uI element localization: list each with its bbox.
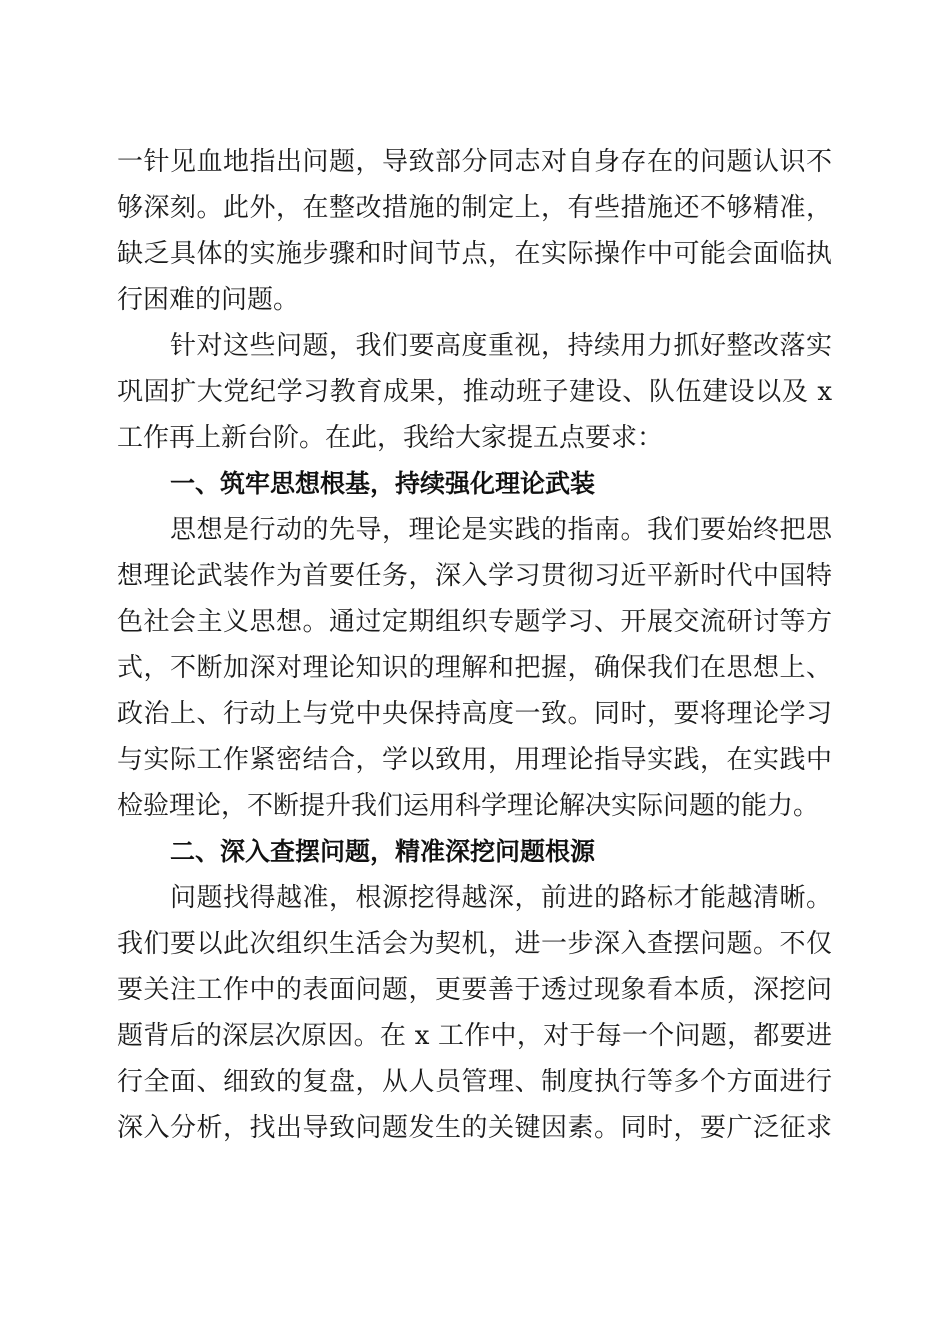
section-heading-2: 二、深入查摆问题，精准深挖问题根源 <box>170 837 596 866</box>
body-text-line: 我们要以此次组织生活会为契机，进一步深入查摆问题。不仅 <box>117 929 832 959</box>
body-text-line: 巩固扩大党纪学习教育成果，推动班子建设、队伍建设以及 x <box>117 377 832 407</box>
body-text-line: 题背后的深层次原因。在 x 工作中，对于每一个问题，都要进 <box>117 1021 832 1051</box>
paragraph-first-line: 问题找得越准，根源挖得越深，前进的路标才能越清晰。 <box>170 883 832 913</box>
body-text-line: 想理论武装作为首要任务，深入学习贯彻习近平新时代中国特 <box>117 561 832 591</box>
paragraph-first-line: 思想是行动的先导，理论是实践的指南。我们要始终把思 <box>170 515 832 545</box>
body-text-line: 行困难的问题。 <box>117 285 300 315</box>
body-text-line: 要关注工作中的表面问题，更要善于透过现象看本质，深挖问 <box>117 975 832 1005</box>
body-text-line: 色社会主义思想。通过定期组织专题学习、开展交流研讨等方 <box>117 607 832 637</box>
body-text-line: 式，不断加深对理论知识的理解和把握，确保我们在思想上、 <box>117 653 832 683</box>
body-text-line: 与实际工作紧密结合，学以致用，用理论指导实践，在实践中 <box>117 745 832 775</box>
body-text-line: 行全面、细致的复盘，从人员管理、制度执行等多个方面进行 <box>117 1067 832 1097</box>
paragraph-first-line: 针对这些问题，我们要高度重视，持续用力抓好整改落实 <box>170 331 832 361</box>
body-text-line: 检验理论，不断提升我们运用科学理论解决实际问题的能力。 <box>117 791 820 821</box>
body-text-line: 政治上、行动上与党中央保持高度一致。同时，要将理论学习 <box>117 699 832 729</box>
section-heading-1: 一、筑牢思想根基，持续强化理论武装 <box>170 469 596 498</box>
body-text-line: 一针见血地指出问题，导致部分同志对自身存在的问题认识不 <box>117 147 832 177</box>
body-text-line: 深入分析，找出导致问题发生的关键因素。同时，要广泛征求 <box>117 1113 832 1143</box>
body-text-line: 缺乏具体的实施步骤和时间节点，在实际操作中可能会面临执 <box>117 239 832 269</box>
body-text-line: 够深刻。此外，在整改措施的制定上，有些措施还不够精准， <box>117 193 832 223</box>
body-text-line: 工作再上新台阶。在此，我给大家提五点要求： <box>117 423 664 453</box>
